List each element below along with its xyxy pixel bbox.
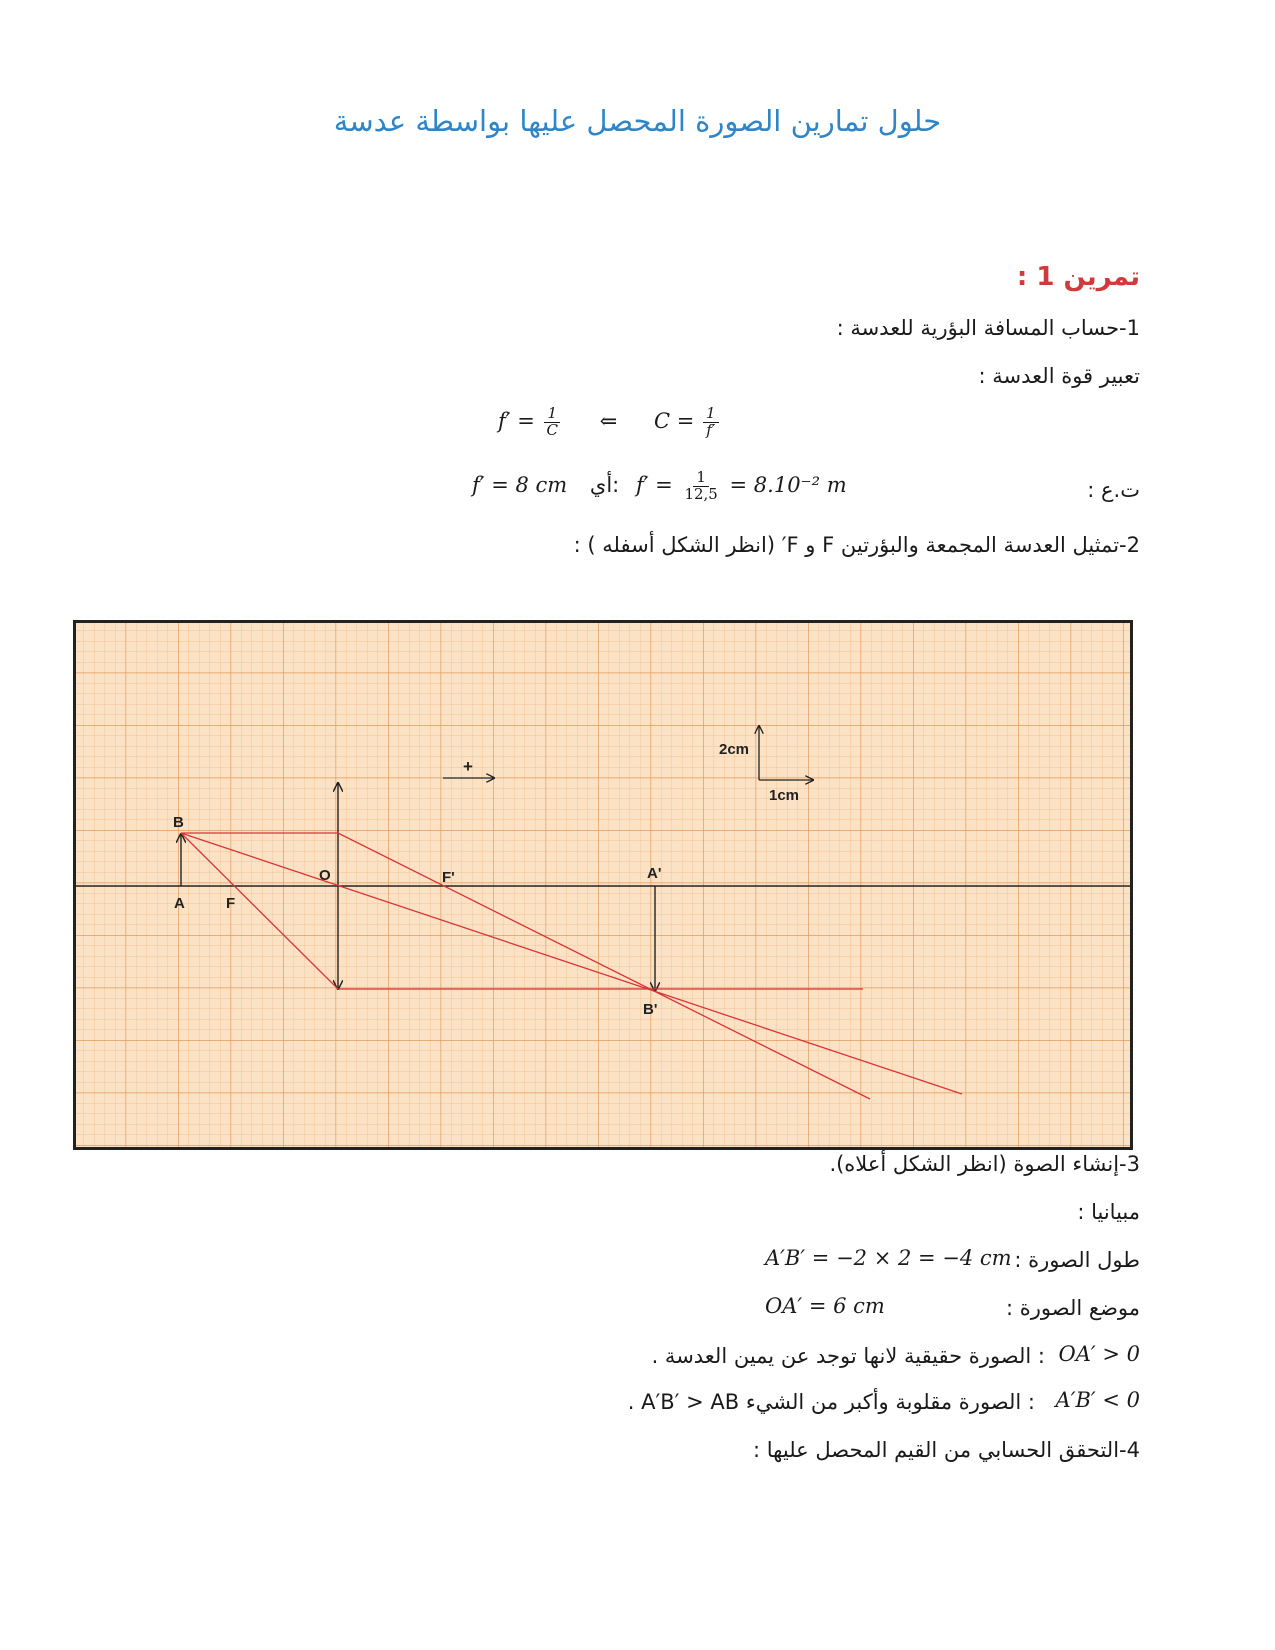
fraction-one-over-c: [544, 406, 561, 439]
lens-power-label: تعبير قوة العدسة :: [978, 364, 1140, 388]
document-title: حلول تمارين الصورة المحصل عليها بواسطة عدسة: [333, 104, 942, 138]
fraction-denominator: f′: [706, 420, 716, 439]
question-3: 3-إنشاء الصوة (انظر الشكل أعلاه).: [829, 1152, 1140, 1176]
fraction-denominator: 12,5: [684, 484, 718, 503]
formula-rhs: C =: [653, 408, 695, 433]
image-position-label: موضع الصورة :: [1006, 1296, 1140, 1320]
conclusion-inverted-text: : الصورة مقلوبة وأكبر من الشيء A′B′ > AB .: [627, 1390, 1035, 1414]
numeric-label: ت.ع :: [1087, 478, 1140, 502]
exercise-heading: تمرين 1 :: [1016, 262, 1140, 292]
fraction-denominator: C: [546, 420, 558, 439]
fraction-one-over-f: [703, 406, 719, 439]
label-b-prime: B': [643, 1001, 658, 1018]
question-1: 1-حساب المسافة البؤرية للعدسة :: [836, 316, 1140, 340]
formula-lhs: f′ =: [498, 408, 535, 433]
label-scale-2cm: 2cm: [719, 741, 750, 758]
label-f: F: [226, 895, 236, 912]
image-length-label: طول الصورة :: [1014, 1248, 1140, 1272]
numeric-part1: f′ =: [635, 472, 673, 497]
focal-formula: [498, 406, 721, 439]
label-a: A: [174, 895, 185, 912]
ray-diagram-figure: [73, 620, 1133, 1150]
label-o: O: [319, 867, 331, 884]
fraction-one-over-power: [681, 470, 720, 503]
fraction-numerator: 1: [693, 470, 709, 487]
label-b: B: [173, 814, 184, 831]
numeric-part2: = 8.10⁻² m: [729, 472, 847, 497]
conclusion-inverted-math: A′B′ < 0: [1055, 1388, 1140, 1412]
conclusion-real-text: : الصورة حقيقية لانها توجد عن يمين العدسة .: [651, 1344, 1045, 1368]
label-f-prime: F': [442, 869, 455, 886]
label-scale-1cm: 1cm: [769, 787, 800, 804]
label-a-prime: A': [647, 865, 662, 882]
image-length-value: A′B′ = −2 × 2 = −4 cm: [765, 1246, 1012, 1270]
label-plus: +: [463, 757, 473, 776]
grid: [73, 620, 1133, 1150]
image-position-value: OA′ = 6 cm: [765, 1294, 885, 1318]
implies-arrow: ⇐: [599, 408, 618, 433]
ay-word: أي:: [589, 472, 620, 497]
question-2: 2-تمثيل العدسة المجمعة والبؤرتين F و F′ (انظر الشكل أسفله ) :: [573, 533, 1140, 557]
graphically-label: مبيانيا :: [1077, 1200, 1140, 1224]
fraction-numerator: 1: [544, 406, 560, 423]
fraction-numerator: 1: [703, 406, 719, 423]
conclusion-real-math: OA′ > 0: [1058, 1342, 1140, 1366]
numeric-result: [472, 470, 847, 503]
question-4: 4-التحقق الحسابي من القيم المحصل عليها :: [753, 1438, 1140, 1462]
focal-result: f′ = 8 cm: [472, 472, 568, 497]
